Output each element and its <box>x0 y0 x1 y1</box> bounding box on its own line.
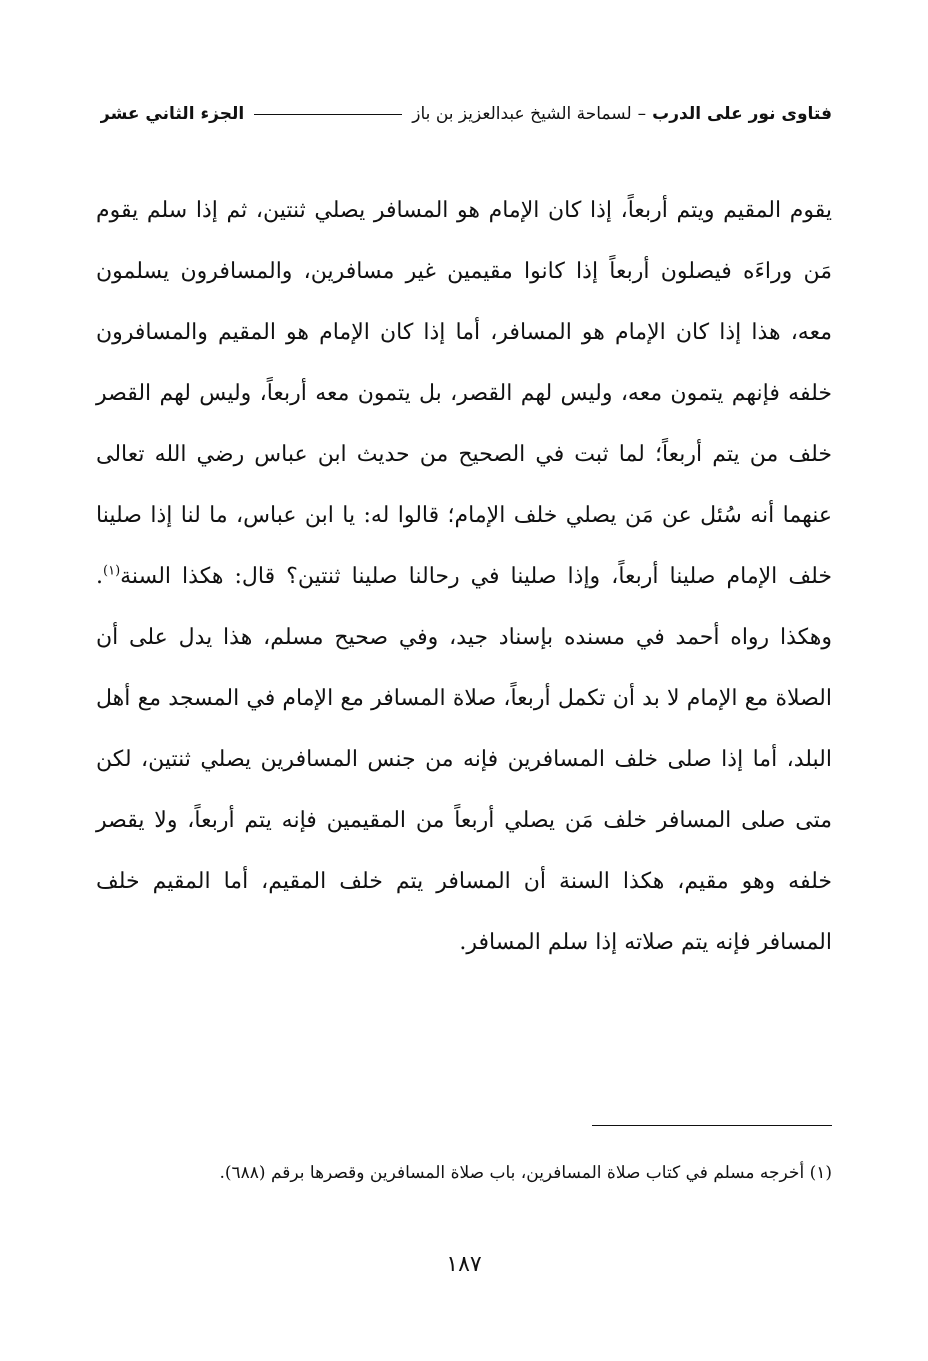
header-rule <box>254 114 402 115</box>
footnote-reference: (١) <box>103 563 121 579</box>
paragraph-text-after-note: . وهكذا رواه أحمد في مسنده بإسناد جيد، وفي صحيح مسلم، هذا يدل على أن الصلاة مع الإمام لا بد أن تكمل أربعاً، صلاة المسافر مع الإمام في المسجد مع أهل البلد، أما إذا صلى خلف المسافرين فإنه من جنس المسافرين يصلي ثنتين، لكن متى صلى المسافر خلف مَن يصلي أربعاً من المقيمين فإنه يتم أربعاً، ولا يقصر خلفه وهو مقيم، هكذا السنة أن المسافر يتم خلف المقيم، أما المقيم خلف المسافر فإنه يتم صلاته إذا سلم المسافر. <box>96 564 832 955</box>
running-header <box>100 96 832 132</box>
footnote-marker: (١) <box>809 1163 832 1183</box>
footnote-text: أخرجه مسلم في كتاب صلاة المسافرين، باب صلاة المسافرين وقصرها برقم (٦٨٨). <box>219 1163 805 1183</box>
page-number: ١٨٧ <box>446 1252 482 1277</box>
header-separator: – <box>637 104 647 124</box>
footnote <box>96 1150 832 1196</box>
main-paragraph <box>96 180 832 973</box>
main-text <box>96 180 832 973</box>
volume-part: الجزء الثاني عشر <box>100 104 245 124</box>
book-title: فتاوى نور على الدرب <box>652 104 832 124</box>
paragraph-text-before-note: يقوم المقيم ويتم أربعاً، إذا كان الإمام هو المسافر يصلي ثنتين، ثم إذا سلم يقوم مَن وراءَه فيصلون أربعاً إذا كانوا مقيمين غير مسافرين، والمسافرون يسلمون معه، هذا إذا كان الإمام هو المسافر، أما إذا كان الإمام هو المقيم والمسافرون خلفه فإنهم يتمون معه، وليس لهم القصر، بل يتمون معه أربعاً، وليس لهم القصر خلف من يتم أربعاً؛ لما ثبت في الصحيح من حديث ابن عباس رضي الله تعالى عنهما أنه سُئل عن مَن يصلي خلف الإمام؛ قالوا له: يا ابن عباس، ما لنا إذا صلينا خلف الإمام صلينا أربعاً، وإذا صلينا في رحالنا صلينا ثنتين؟ قال: هكذا السنة <box>96 198 832 589</box>
author-name: لسماحة الشيخ عبدالعزيز بن باز <box>412 104 632 124</box>
footnote-divider <box>592 1125 832 1126</box>
